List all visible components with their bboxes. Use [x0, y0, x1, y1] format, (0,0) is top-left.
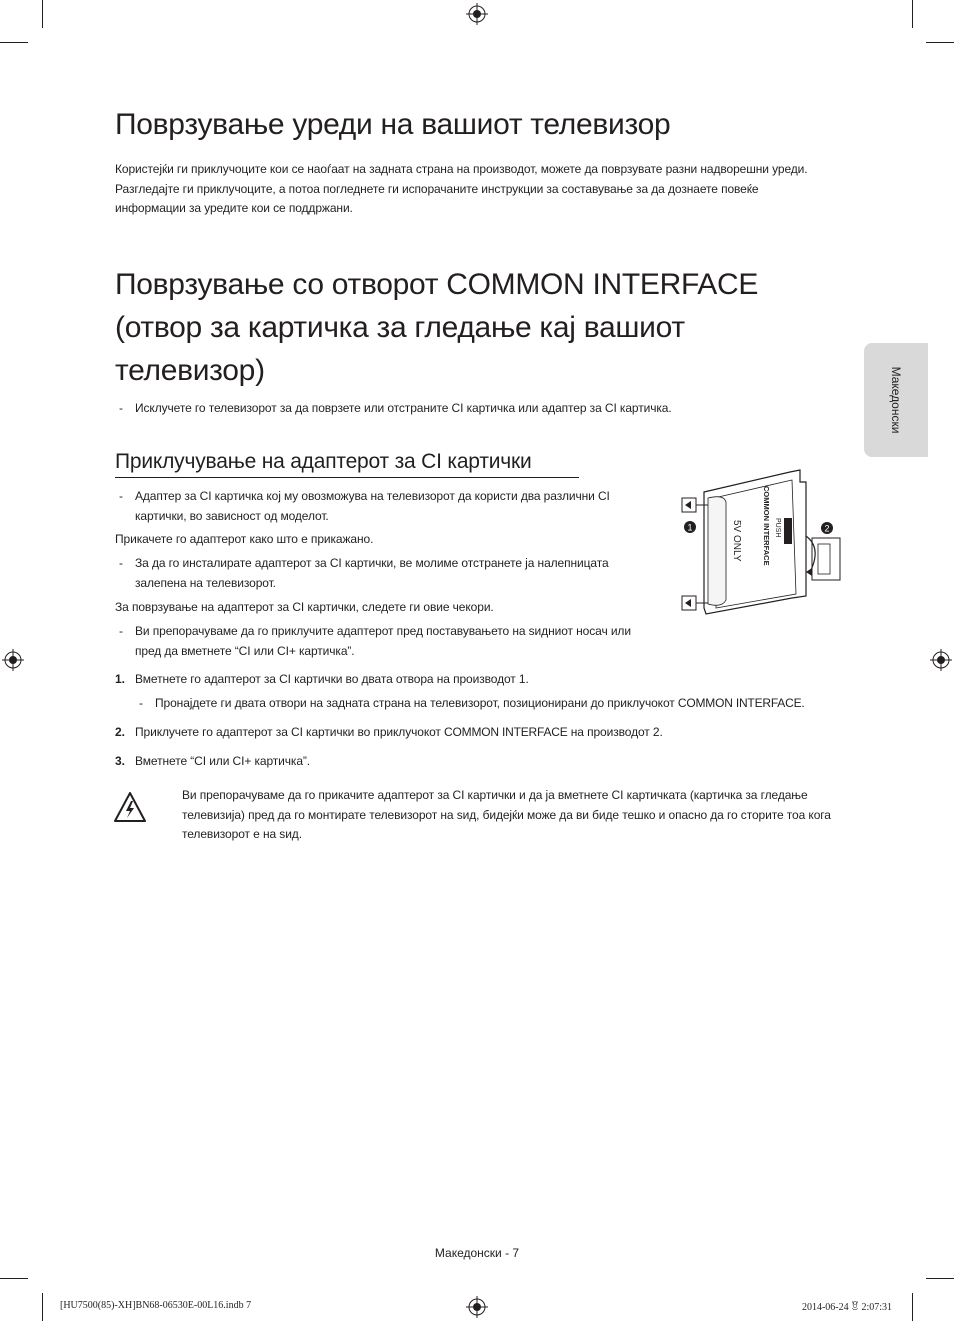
steps-intro: За поврзување на адаптерот за CI картички, следете ги овие чекори. [115, 600, 494, 614]
subsection-title: Приклучување на адаптерот за CI картички [115, 450, 532, 473]
step-text-end: на производот 2. [567, 725, 663, 739]
step1-sub-text: Пронајдете ги двата отвори на задната страна на телевизорот, позиционирани до приклучокот [155, 696, 678, 710]
note-recommend: Ви препорачуваме да го приклучите адаптерот пред поставувањето на ѕидниот носач или пред да вметнете “CI или CI+ картичка”. [135, 624, 631, 658]
page-number: Македонски - 7 [434, 1246, 520, 1260]
registration-mark-icon [466, 1296, 488, 1318]
crop-mark [912, 0, 913, 28]
step-text: Вметнете “CI или CI+ картичка”. [135, 754, 311, 768]
keyword-common-interface: COMMON INTERFACE [677, 696, 802, 710]
step-text-start: Приклучете го адаптерот за CI картички во приклучокот [135, 725, 445, 739]
crop-mark [0, 1278, 28, 1279]
crop-mark [42, 0, 43, 28]
crop-mark [912, 1293, 913, 1321]
step-number: 1. [115, 672, 126, 686]
registration-mark-icon [930, 649, 952, 671]
note-dash: - [119, 624, 123, 638]
step-number: 2. [115, 725, 126, 739]
step-number: 3. [115, 754, 126, 768]
crop-mark [926, 42, 954, 43]
step1-sub-note [155, 694, 855, 714]
registration-mark-icon [2, 649, 24, 671]
warning-text: Ви препорачуваме да го прикачите адаптерот за CI картички и да ја вметнете CI картичката (картичка за гледање телевизија) пред да го монтирате телевизорот на ѕид, бидејќи може да ви биде тешко и опасно да го сторите тоа кога телевизорот е на ѕид. [182, 788, 831, 841]
page-title: Поврзување уреди на вашиот телевизор [115, 108, 671, 141]
note-sticker: За да го инсталирате адаптерот за CI картички, ве молиме отстранете ја налепницата залепена на телевизорот. [135, 556, 609, 590]
intro-paragraph: Користејќи ги приклучоците кои се наоѓаат на задната страна на производот, можете да поврзувате разни надворешни уреди. Разгледајте ги приклучоците, а потоа погледнете ги испорачаните инструкции за составување за да дознаете повеќе информации за уредите кои се поддржани. [115, 162, 808, 215]
step-text [135, 723, 835, 743]
note-dash: - [119, 556, 123, 570]
print-slug-right: 2014-06-24 ꆚ 2:07:31 [801, 1302, 892, 1313]
note-disconnect: Исклучете го телевизорот за да поврзете или отстраните CI картичка или адаптер за CI картичка. [135, 401, 672, 415]
print-slug-left: [HU7500(85)-XH]BN68-06530E-00L16.indb 7 [60, 1300, 252, 1311]
crop-mark [926, 1278, 954, 1279]
crop-mark [0, 42, 28, 43]
marker-2: 2 [824, 523, 830, 534]
note-adapter: Адаптер за CI картичка кој му овозможува на телевизорот да користи два различни CI картички, во зависност од моделот. [135, 489, 610, 523]
note-dash: - [119, 489, 123, 503]
registration-mark-icon [466, 3, 488, 25]
warning-icon [113, 791, 147, 823]
diagram-label-5v: 5V ONLY [731, 520, 742, 562]
note-dash: - [139, 696, 143, 710]
keyword-common-interface: COMMON INTERFACE [444, 725, 568, 739]
marker-1: 1 [687, 522, 693, 533]
diagram-label-ci: COMMON INTERFACE [762, 486, 771, 566]
side-tab-label: Македонски [889, 366, 903, 434]
diagram-label-push: PUSH [774, 518, 781, 538]
subsection-underline [115, 477, 579, 478]
language-side-tab [864, 343, 928, 457]
step1-sub-end: . [801, 696, 805, 710]
crop-mark [42, 1293, 43, 1321]
ci-adapter-diagram [672, 468, 847, 618]
attach-text: Прикачете го адаптерот како што е прикажано. [115, 532, 374, 546]
step-text: Вметнете го адаптерот за CI картички во двата отвора на производот 1. [135, 672, 529, 686]
note-dash: - [119, 401, 123, 415]
section-title: Поврзување со отворот COMMON INTERFACE (отвор за картичка за гледање кај вашиот телевизор) [115, 268, 759, 387]
